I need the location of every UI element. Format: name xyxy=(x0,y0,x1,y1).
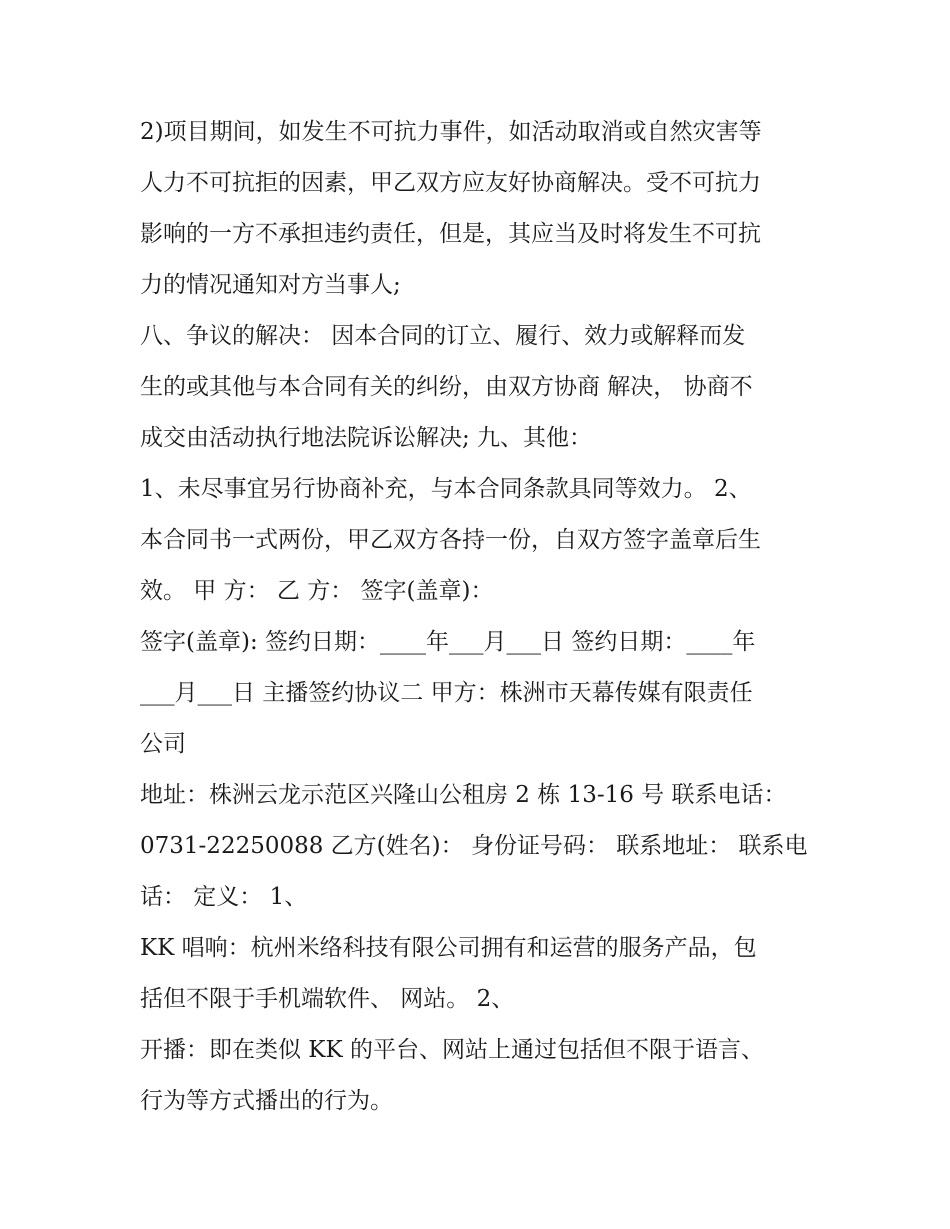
text-line: 0731-22250088 乙方(姓名)： 身份证号码： 联系地址： 联系电 xyxy=(140,833,808,859)
text-line: 效。 甲 方： 乙 方： 签字(盖章)： xyxy=(140,578,494,604)
text-line: 1、未尽事宜另行协商补充，与本合同条款具同等效力。 2、 xyxy=(140,476,752,502)
text-line: 八、争议的解决： 因本合同的订立、履行、效力或解释而发 xyxy=(140,323,746,349)
text-line: 开播：即在类似 KK 的平台、网站上通过包括但不限于语言、 xyxy=(140,1037,764,1063)
text-line: 公司 xyxy=(140,731,186,757)
text-line: 2)项目期间，如发生不可抗力事件，如活动取消或自然灾害等 xyxy=(140,119,762,145)
text-line: 行为等方式播出的行为。 xyxy=(140,1088,393,1114)
text-line: 话： 定义： 1、 xyxy=(140,884,308,910)
contract-text-body xyxy=(140,107,820,1127)
text-line: 成交由活动执行地法院诉讼解决; 九、其他： xyxy=(140,425,593,451)
text-line: 人力不可抗拒的因素，甲乙双方应友好协商解决。受不可抗力 xyxy=(140,170,761,196)
text-line: KK 唱响：杭州米络科技有限公司拥有和运营的服务产品，包 xyxy=(140,935,757,961)
text-line: 签字(盖章): 签约日期：____年___月___日 签约日期：____年 xyxy=(140,629,756,655)
text-line: 影响的一方不承担违约责任，但是，其应当及时将发生不可抗 xyxy=(140,221,761,247)
text-line: 生的或其他与本合同有关的纠纷，由双方协商 解决， 协商不 xyxy=(140,374,753,400)
text-line: 本合同书一式两份，甲乙双方各持一份，自双方签字盖章后生 xyxy=(140,527,761,553)
text-line: 地址：株洲云龙示范区兴隆山公租房 2 栋 13-16 号 联系电话： xyxy=(140,782,787,808)
text-line: ___月___日 主播签约协议二 甲方：株洲市天幕传媒有限责任 xyxy=(140,680,753,706)
text-line: 括但不限于手机端软件、 网站。 2、 xyxy=(140,986,515,1012)
text-line: 力的情况通知对方当事人; xyxy=(140,272,401,298)
